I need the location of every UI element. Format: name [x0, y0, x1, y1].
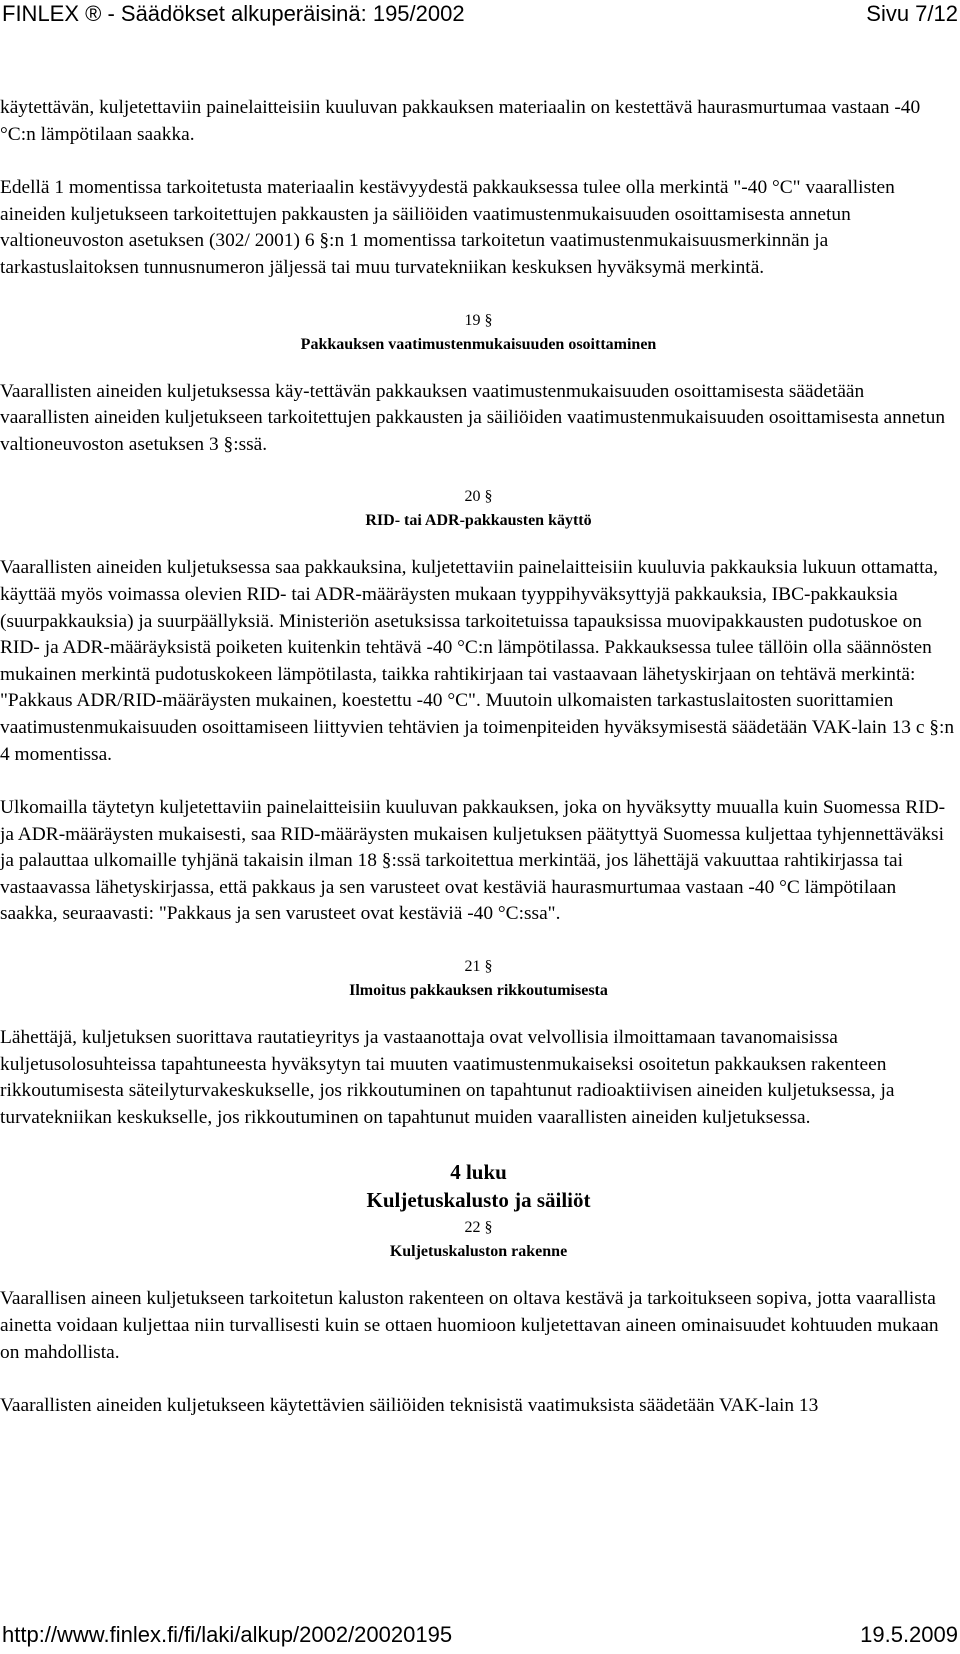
paragraph: Ulkomailla täytetyn kuljetettaviin painelaitteisiin kuuluvan pakkauksen, joka on hyväksytty muualla kuin Suomessa RID- ja ADR-määräysten mukaisesti, saa RID-määräysten mukaisen kuljetuksen päätyttyä Suomessa kuljettaa tyhjennettäväksi ja palauttaa ulkomaille tyhjänä takaisin ilman 18 §:ssä tarkoitettua merkintää, jos lähettäjä vakuuttaa rahtikirjassa tai vastaavassa lähetyskirjassa, että pakkaus ja sen varusteet ovat kestäviä haurasmurtumaa vastaan -40 °C lämpötilaan saakka, seuraavasti: "Pakkaus ja sen varusteet ovat kestäviä -40 °C:ssa". — [0, 797, 946, 925]
document-title: FINLEX ® - Säädökset alkuperäisinä: 195/2002 — [2, 1, 465, 26]
page-number: Sivu 7/12 — [866, 1, 958, 26]
section-heading-19 — [0, 309, 957, 357]
section-number: 22 § — [464, 1219, 493, 1237]
section-heading-20 — [0, 485, 957, 533]
paragraph: Lähettäjä, kuljetuksen suorittava rautatieyritys ja vastaanottaja ovat velvollisia ilmoittamaan tavanomaisissa kuljetusolosuhteissa tapahtuneesta hyväksytyn tai muuten vaatimustenmukaiseksi osoitetun pakkauksen rakenteen rikkoutumisesta säteilyturvakeskukselle, jos rikkoutuminen on tapahtunut radioaktiivisen aineiden kuljetuksessa, ja turvatekniikan keskukselle, jos rikkoutuminen on tapahtunut muiden vaarallisten aineiden kuljetuksessa. — [0, 1027, 895, 1128]
section-number: 19 § — [464, 311, 493, 329]
paragraph: Vaarallisten aineiden kuljetukseen käytettävien säiliöiden teknisistä vaatimuksista säädetään VAK-lain 13 — [0, 1395, 819, 1417]
source-url[interactable]: http://www.finlex.fi/fi/laki/alkup/2002/20020195 — [2, 1622, 453, 1647]
print-date: 19.5.2009 — [860, 1622, 958, 1647]
paragraph: käytettävän, kuljetettaviin painelaitteisiin kuuluvan pakkauksen materiaalin on kestettävä haurasmurtumaa vastaan -40 °C:n lämpötilaan saakka. — [0, 97, 921, 145]
document-body — [0, 95, 957, 1447]
section-heading-21 — [0, 955, 957, 1003]
paragraph: Vaarallisten aineiden kuljetuksessa käy-tettävän pakkauksen vaatimustenmukaisuuden osoittamisesta säädetään vaarallisten aineiden kuljetukseen tarkoitettujen pakkausten ja säiliöiden vaatimustenmukaisuuden osoittamisesta annetun valtioneuvoston asetuksen 3 §:ssä. — [0, 380, 946, 455]
section-heading-22 — [0, 1216, 957, 1264]
section-number: 21 § — [464, 958, 493, 976]
chapter-number: 4 luku — [450, 1160, 507, 1185]
section-number: 20 § — [464, 488, 493, 506]
section-title: RID- tai ADR-pakkausten käyttö — [365, 512, 592, 530]
page-header — [0, 0, 960, 48]
paragraph: Edellä 1 momentissa tarkoitetusta materiaalin kestävyydestä pakkauksessa tulee olla merkintä "-40 °C" vaarallisten aineiden kuljetukseen tarkoitettujen pakkausten ja säiliöiden vaatimustenmukaisuuden osoittamisesta annetun valtioneuvoston asetuksen (302/ 2001) 6 §:n 1 momentissa tarkoitetun vaatimustenmukaisuusmerkinnän ja tarkastuslaitoksen tunnusnumeron jäljessä tai muu turvatekniikan keskuksen hyväksymä merkintä. — [0, 177, 895, 278]
section-title: Pakkauksen vaatimustenmukaisuuden osoittaminen — [300, 335, 657, 353]
paragraph: Vaarallisen aineen kuljetukseen tarkoitetun kaluston rakenteen on oltava kestävä ja tarkoitukseen sopiva, jotta vaarallista ainetta voidaan kuljettaa niin turvallisesti kuin se ottaen huomioon kuljetettavan aineen ominaisuudet kohtuuden mukaan on mahdollista. — [0, 1288, 939, 1363]
section-title: Ilmoitus pakkauksen rikkoutumisesta — [349, 982, 608, 1000]
section-title: Kuljetuskaluston rakenne — [389, 1243, 568, 1261]
chapter-title: Kuljetuskalusto ja säiliöt — [366, 1188, 591, 1213]
paragraph: Vaarallisten aineiden kuljetuksessa saa pakkauksina, kuljetettaviin painelaitteisiin kuuluvia pakkauksia lukuun ottamatta, käyttää myös voimassa olevien RID- tai ADR-määräysten mukaan tyyppihyväksyttyjä pakkauksia, IBC-pakkauksia (suurpakkauksia) ja suurpäällyksiä. Ministeriön asetuksissa tarkoitetuissa tapauksissa muovipakkausten pudotuskoe on RID- ja ADR-määräyksistä poiketen kuitenkin tehtävä -40 °C:n lämpötilassa. Pakkauksessa tulee tällöin olla säännösten mukainen merkintä pudotuskokeen lämpötilasta, taikka rahtikirjaan tai vastaavaan lähetyskirjaan on tehtävä merkintä: "Pakkaus ADR/RID-määräysten mukainen, koestettu -40 °C". Muutoin ulkomaisten tarkastuslaitosten suorittamien vaatimustenmukaisuuden osoittamiseen liittyvien tehtävien ja toimenpiteiden hyväksymisestä säädetään VAK-lain 13 c §:n 4 momentissa. — [0, 557, 955, 765]
page-footer — [0, 1622, 960, 1654]
